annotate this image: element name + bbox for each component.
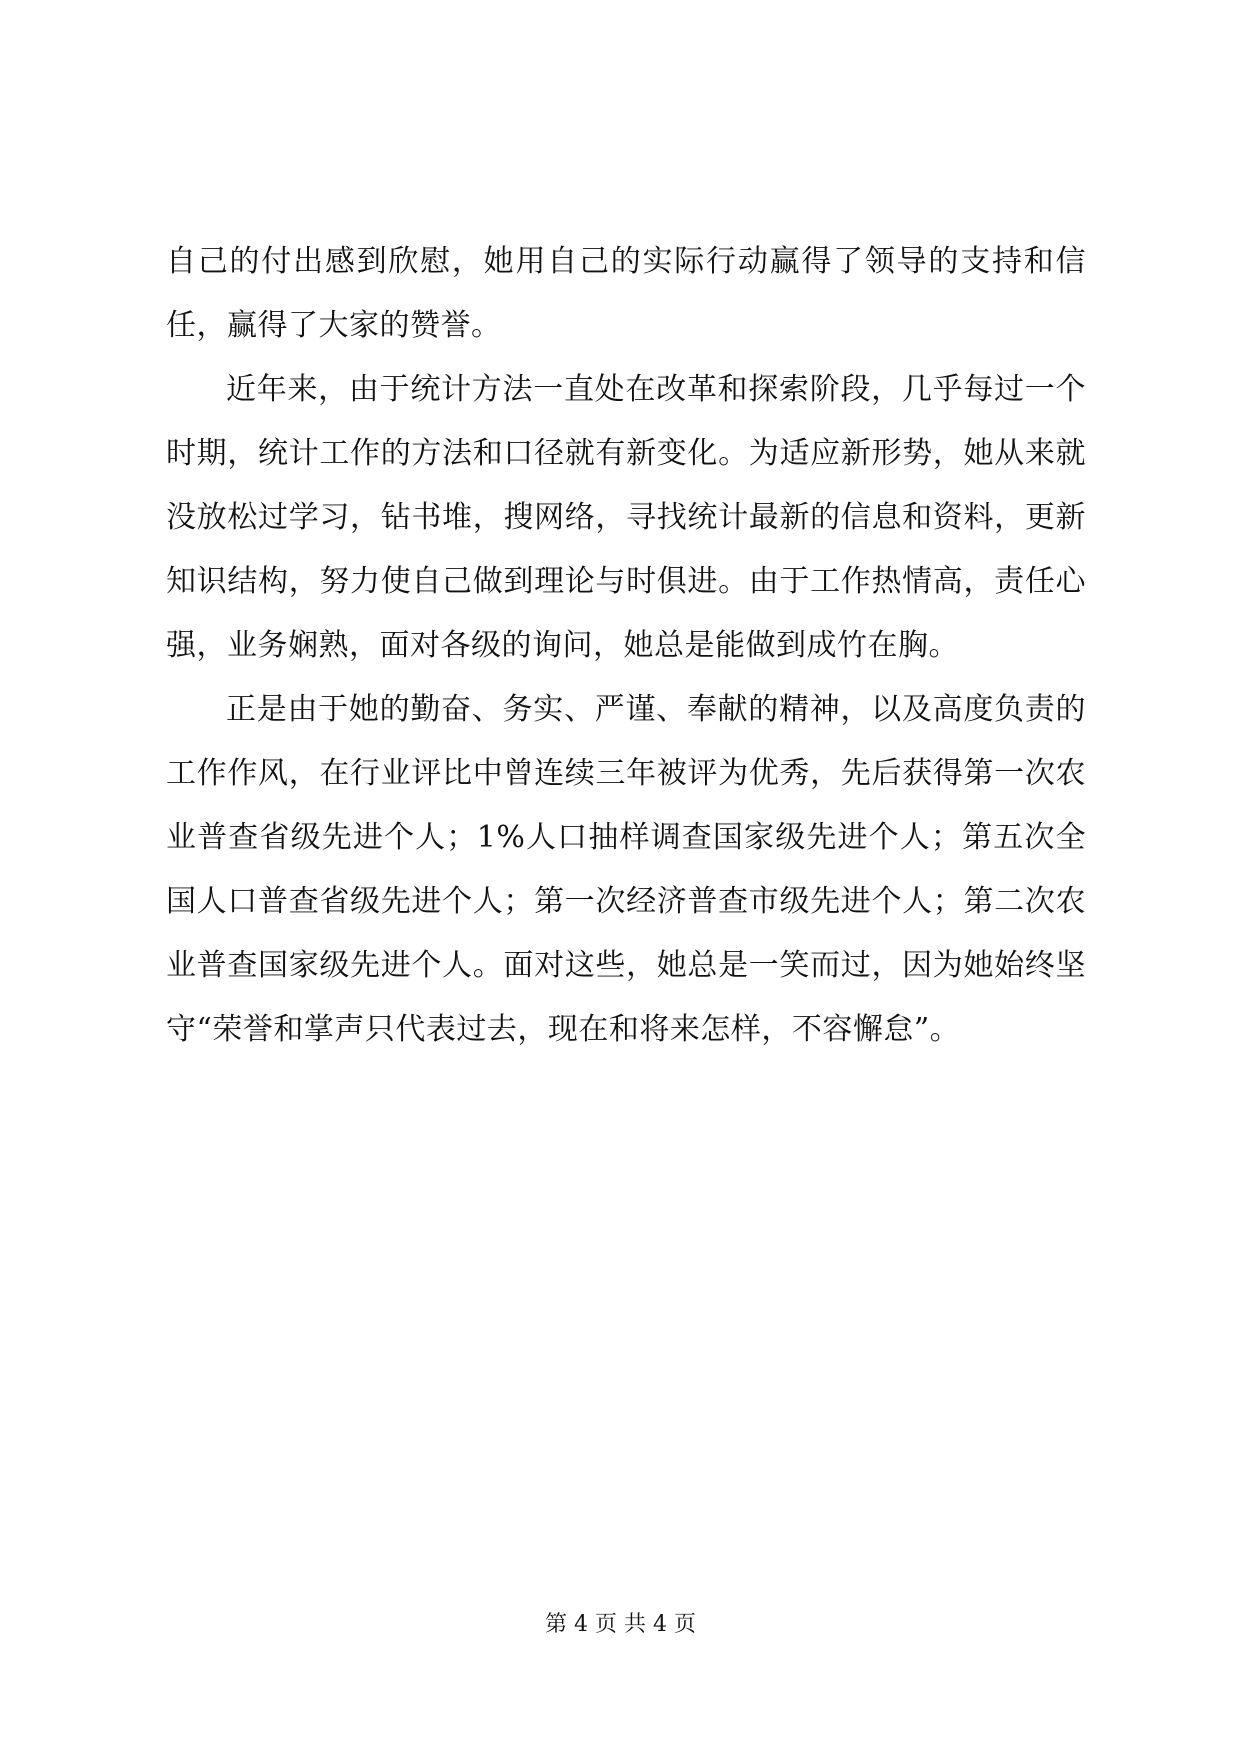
paragraph-3: 正是由于她的勤奋、务实、严谨、奉献的精神，以及高度负责的工作作风，在行业评比中曾连续三年被评为优秀，先后获得第一次农业普查省级先进个人；1%人口抽样调查国家级先进个人；第五次全国人口普查省级先进个人；第一次经济普查市级先进个人；第二次农业普查国家级先进个人。面对这些，她总是一笑而过，因为她始终坚守“荣誉和掌声只代表过去，现在和将来怎样，不容懈怠”。 [166,692,1086,1047]
paragraph-1: 自己的付出感到欣慰，她用自己的实际行动赢得了领导的支持和信任，赢得了大家的赞誉。 [166,244,1086,343]
document-body [166,230,1086,1062]
paragraph-2: 近年来，由于统计方法一直处在改革和探索阶段，几乎每过一个时期，统计工作的方法和口径就有新变化。为适应新形势，她从来就没放松过学习，钻书堆，搜网络，寻找统计最新的信息和资料，更新知识结构，努力使自己做到理论与时俱进。由于工作热情高，责任心强，业务娴熟，面对各级的询问，她总是能做到成竹在胸。 [166,372,1086,663]
page-footer: 第 4 页 共 4 页 [545,1612,696,1637]
